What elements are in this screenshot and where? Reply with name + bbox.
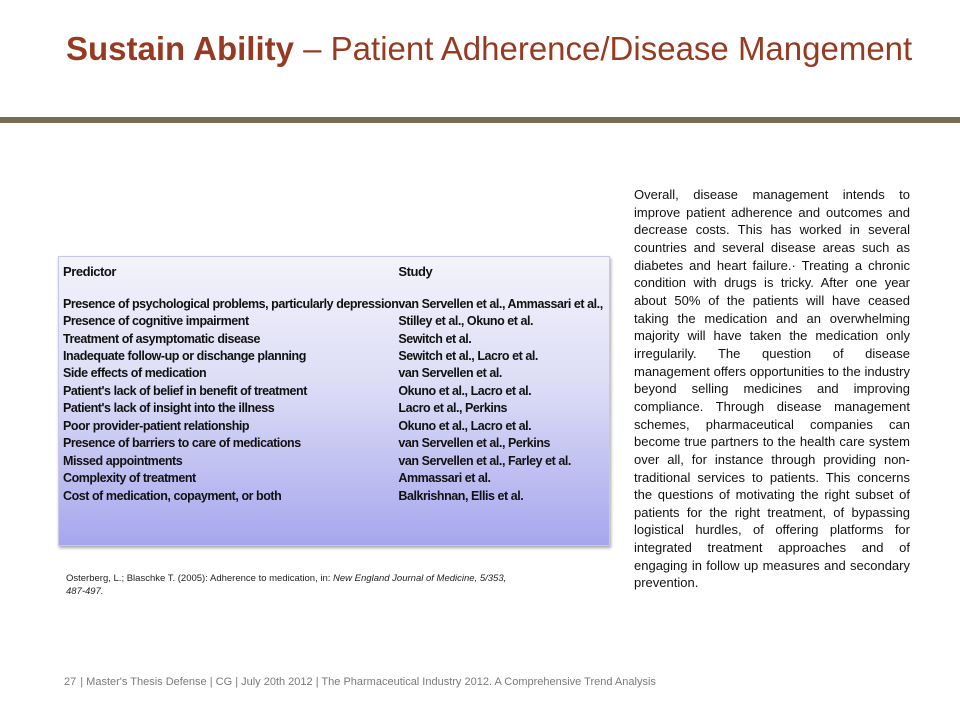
study-cell: Sewitch et al. (398, 331, 472, 346)
table-row (63, 435, 603, 452)
study-cell: van Servellen et al., Perkins (398, 436, 551, 451)
study-cell: Balkrishnan, Ellis et al. (398, 488, 524, 503)
predictor-table (63, 259, 603, 504)
table-row (63, 400, 603, 417)
study-cell: van Servellen et al., Farley et al. (398, 453, 571, 468)
slide-title (66, 28, 926, 69)
predictor-cell: Side effects of medication (63, 366, 207, 381)
column-header-study: Study (398, 263, 433, 279)
predictor-cell: Cost of medication, copayment, or both (63, 488, 282, 503)
study-cell: Ammassari et al. (398, 471, 491, 486)
study-cell: Stilley et al., Okuno et al. (398, 314, 534, 329)
footer-text: | Master's Thesis Defense | CG | July 20th 2012 | The Pharmaceutical Industry 2012. A Comprehensive Trend Analysis (80, 676, 656, 688)
table-header-row (63, 259, 603, 283)
table-row (63, 295, 603, 312)
predictor-cell: Patient's lack of belief in benefit of treatment (63, 383, 307, 398)
slide-title-bold: Sustain Ability (66, 30, 294, 67)
predictor-cell: Presence of psychological problems, particularly depression (63, 296, 399, 311)
predictor-cell: Poor provider-patient relationship (63, 418, 250, 433)
table-row (63, 469, 603, 486)
study-cell: van Servellen et al. (398, 366, 502, 381)
source-citation (66, 573, 516, 598)
predictor-cell: Missed appointments (63, 453, 183, 468)
slide-footer (64, 676, 656, 688)
page-number: 27 (64, 676, 77, 688)
study-cell: Okuno et al., Lacro et al. (398, 418, 532, 433)
predictor-cell: Presence of barriers to care of medications (63, 436, 301, 451)
table-row (63, 347, 603, 364)
predictor-cell: Patient's lack of insight into the illness (63, 401, 275, 416)
study-cell: Sewitch et al., Lacro et al. (398, 349, 538, 364)
predictor-cell: Complexity of treatment (63, 471, 196, 486)
table-spacer (63, 283, 603, 295)
citation-journal: New England Journal of Medicine, 5/353, 487-497. (66, 573, 507, 597)
slide-title-rest: – Patient Adherence/Disease Mangement (293, 30, 913, 67)
study-cell: Okuno et al., Lacro et al. (398, 383, 532, 398)
table-row (63, 487, 603, 504)
table-body (63, 283, 603, 504)
disease-management-paragraph: Overall, disease management intends to improve patient adherence and outcomes and decrease costs. This has worked in several countries and several disease areas such as diabetes and heart failure.· Treating a chronic condition with drugs is tricky. After one year about 50% of the patients will have ceased taking the medication and an overwhelming majority will have taken the medication only irregularily. The question of disease management offers opportunities to the industry beyond selling medicines and improving compliance. Through disease management schemes, pharmaceutical companies can become true partners to the health care system over all, for instance through providing non-traditional services to patients. This concerns the questions of motivating the right subset of patients for the right treatment, of bypassing logistical hurdles, of offering platforms for integrated treatment approaches and of engaging in follow up measures and secondary prevention. (634, 187, 910, 591)
predictor-cell: Inadequate follow-up or dischange planning (63, 349, 306, 364)
title-divider (0, 117, 960, 123)
study-cell: Lacro et al., Perkins (398, 401, 508, 416)
table-row (63, 312, 603, 329)
predictor-cell: Treatment of asymptomatic disease (63, 331, 261, 346)
table-row (63, 417, 603, 434)
table-row (63, 330, 603, 347)
citation-text: Osterberg, L.; Blaschke T. (2005): Adherence to medication, in: (66, 573, 334, 584)
table-row (63, 452, 603, 469)
predictor-table-panel (58, 256, 610, 546)
column-header-predictor: Predictor (63, 263, 117, 279)
table-row (63, 365, 603, 382)
study-cell: van Servellen et al., Ammassari et al., (398, 296, 603, 311)
table-row (63, 382, 603, 399)
predictor-cell: Presence of cognitive impairment (63, 314, 249, 329)
